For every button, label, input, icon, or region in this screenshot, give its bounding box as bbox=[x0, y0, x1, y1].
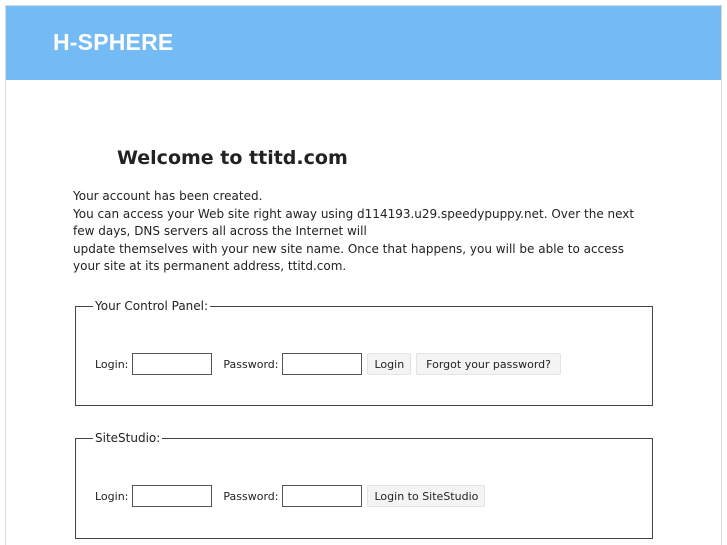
intro-line: Your account has been created. bbox=[73, 189, 263, 203]
sitestudio-login-row bbox=[95, 485, 485, 507]
forgot-password-button[interactable]: Forgot your password? bbox=[416, 353, 561, 375]
page-title: Welcome to ttitd.com bbox=[117, 147, 348, 169]
control-panel-fieldset bbox=[75, 299, 653, 406]
password-label: Password: bbox=[223, 489, 279, 503]
control-panel-login-input[interactable] bbox=[132, 353, 212, 375]
password-label: Password: bbox=[223, 357, 279, 371]
intro-line: update themselves with your new site name. Once that happens, you will be able to access your site at its permanent address, ttitd.com. bbox=[73, 241, 625, 273]
sitestudio-login-input[interactable] bbox=[132, 485, 212, 507]
control-panel-password-input[interactable] bbox=[282, 353, 362, 375]
logo: H-SPHERE bbox=[53, 29, 174, 55]
intro-text bbox=[73, 188, 653, 276]
page-frame bbox=[5, 5, 722, 545]
control-panel-login-row bbox=[95, 353, 561, 375]
login-label: Login: bbox=[95, 357, 129, 371]
control-panel-legend: Your Control Panel: bbox=[95, 299, 209, 313]
header-bar bbox=[6, 6, 721, 80]
sitestudio-fieldset bbox=[75, 431, 653, 539]
login-button[interactable]: Login bbox=[367, 353, 411, 375]
login-label: Login: bbox=[95, 489, 129, 503]
sitestudio-password-input[interactable] bbox=[282, 485, 362, 507]
intro-line: You can access your Web site right away using d114193.u29.speedypuppy.net. Over the next few days, DNS servers all across the Internet will bbox=[73, 206, 635, 238]
sitestudio-legend: SiteStudio: bbox=[95, 431, 161, 445]
login-to-sitestudio-button[interactable]: Login to SiteStudio bbox=[367, 485, 485, 507]
